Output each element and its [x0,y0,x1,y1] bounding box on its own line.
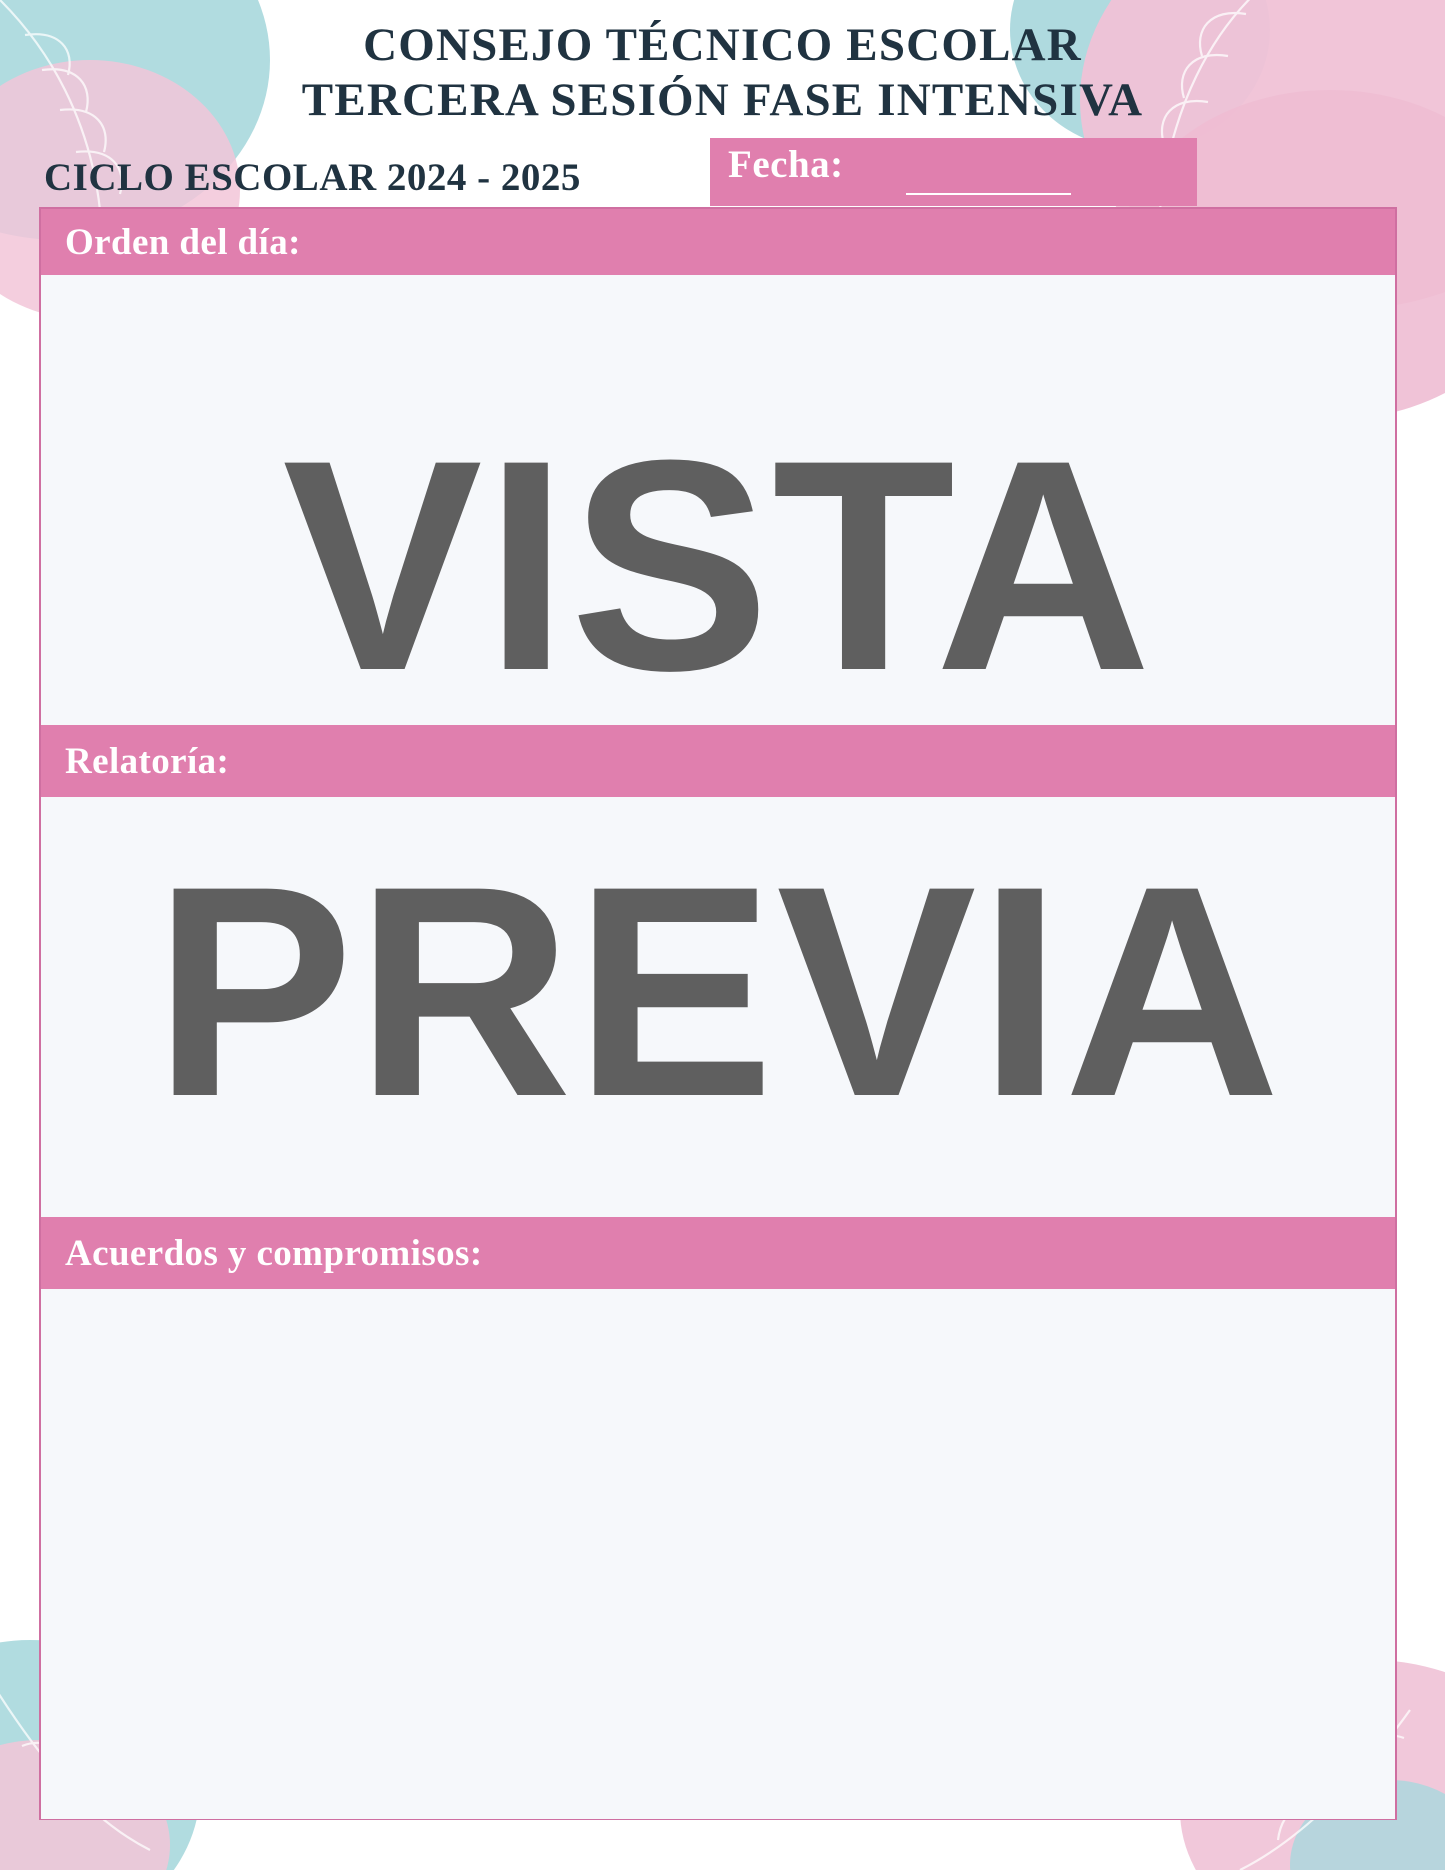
section-heading-label: Orden del día: [65,221,301,263]
form-sheet [39,207,1397,1820]
watermark-line-2: PREVIA [153,823,1283,1159]
section-heading-orden-del-dia [41,209,1395,275]
section-heading-label: Relatoría: [65,740,230,782]
section-heading-relatoria [41,725,1395,797]
document-header [0,18,1445,129]
section-body-relatoria[interactable] [41,797,1395,1217]
cycle-row [0,148,1445,208]
page-title-line-1: CONSEJO TÉCNICO ESCOLAR [363,19,1082,71]
section-heading-acuerdos-y-compromisos [41,1217,1395,1289]
section-heading-label: Acuerdos y compromisos: [65,1232,483,1274]
section-body-acuerdos-y-compromisos[interactable] [41,1289,1395,1819]
date-label: Fecha: [728,143,844,186]
page-title-line-2: TERCERA SESIÓN FASE INTENSIVA [301,74,1144,127]
section-body-orden-del-dia[interactable] [41,275,1395,725]
school-cycle-label: CICLO ESCOLAR 2024 - 2025 [44,156,581,199]
watermark-line-1: VISTA [282,397,1154,725]
